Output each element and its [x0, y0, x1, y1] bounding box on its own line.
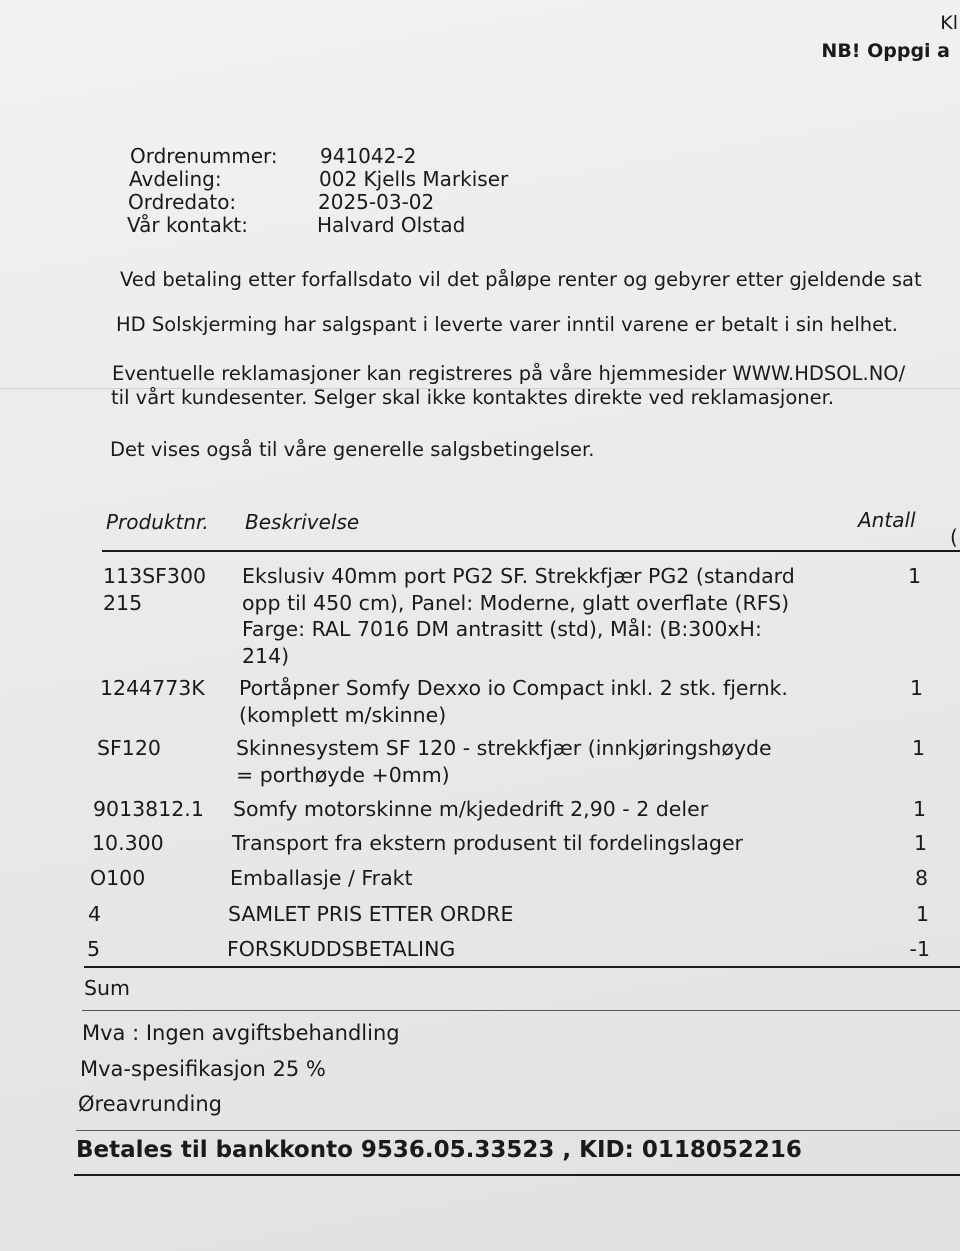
product-code: [103, 563, 206, 616]
product-description: [239, 675, 788, 728]
product-quantity: -1: [909, 937, 930, 961]
table-header-divider: [102, 550, 960, 552]
product-description: Transport fra ekstern produsent til fordelingslager: [232, 831, 743, 855]
product-code: 1244773K: [100, 676, 205, 700]
product-description: FORSKUDDSBETALING: [227, 937, 456, 961]
department: 002 Kjells Markiser: [319, 167, 509, 191]
corner-text: Kl: [940, 12, 958, 34]
header-product-number: Produktnr.: [106, 510, 209, 534]
product-code-line: 113SF300: [103, 564, 207, 588]
order-date-label: Ordredato:: [128, 190, 237, 214]
product-description: Somfy motorskinne m/kjededrift 2,90 - 2 deler: [233, 797, 709, 821]
product-code: 5: [87, 937, 101, 961]
description-line: Portåpner Somfy Dexxo io Compact inkl. 2 stk. fjernk.: [239, 676, 788, 700]
header-quantity: Antall: [858, 508, 916, 532]
description-line: = porthøyde +0mm): [236, 762, 450, 787]
order-number: 941042-2: [320, 144, 417, 168]
header-description: Beskrivelse: [245, 510, 360, 534]
product-quantity: 1: [911, 736, 925, 760]
product-quantity: 1: [915, 902, 929, 926]
bank-divider: [74, 1174, 960, 1176]
order-info: [127, 144, 509, 237]
department-row: [129, 168, 508, 191]
rounding-text: Øreavrunding: [78, 1092, 222, 1116]
terms-complaints-line1: Eventuelle reklamasjoner kan registreres på våre hjemmesider WWW.HDSOL.NO/: [112, 362, 906, 385]
terms-general: Det vises også til våre generelle salgsbetingelser.: [110, 438, 595, 461]
product-description: Emballasje / Frakt: [230, 866, 413, 890]
product-description: SAMLET PRIS ETTER ORDRE: [228, 902, 514, 926]
description-line: Ekslusiv 40mm port PG2 SF. Strekkfjær PG2 (standard: [242, 564, 795, 588]
product-quantity: 1: [912, 797, 926, 821]
product-description: [236, 735, 772, 788]
contact-row: [127, 214, 508, 237]
order-number-row: [130, 145, 508, 168]
terms-complaints-line2: til vårt kundesenter. Selger skal ikke kontaktes direkte ved reklamasjoner.: [111, 386, 835, 409]
department-label: Avdeling:: [129, 167, 222, 191]
terms-retention: HD Solskjerming har salgspant i leverte varer inntil varene er betalt i sin helhet.: [116, 313, 898, 336]
vat-text: Mva : Ingen avgiftsbehandling: [82, 1021, 400, 1045]
product-code: 9013812.1: [93, 797, 204, 821]
description-line: (komplett m/skinne): [239, 702, 447, 727]
product-code: 4: [88, 902, 102, 926]
contact: Halvard Olstad: [317, 213, 466, 237]
sum-label: Sum: [84, 976, 130, 1000]
sum-divider: [82, 1010, 960, 1011]
product-code: O100: [90, 866, 146, 890]
header-extra: (: [950, 525, 958, 549]
product-quantity: 8: [914, 866, 928, 890]
table-total-divider: [84, 966, 960, 968]
order-number-label: Ordrenummer:: [130, 144, 278, 168]
bank-payment-info: Betales til bankkonto 9536.05.33523 , KID: 0118052216: [76, 1137, 802, 1163]
description-line: Skinnesystem SF 120 - strekkfjær (innkjøringshøyde: [236, 736, 772, 760]
product-code-line: 215: [103, 590, 143, 615]
product-quantity: 1: [909, 676, 923, 700]
vat-spec-text: Mva-spesifikasjon 25 %: [80, 1057, 326, 1081]
product-code: 10.300: [92, 831, 164, 855]
description-line: Farge: RAL 7016 DM antrasitt (std), Mål: (B:300xH:: [242, 617, 762, 641]
product-quantity: 1: [907, 564, 921, 588]
order-date-row: [128, 191, 508, 214]
product-quantity: 1: [913, 831, 927, 855]
contact-label: Vår kontakt:: [127, 213, 249, 237]
rounding-divider: [76, 1130, 960, 1131]
order-date: 2025-03-02: [318, 190, 435, 214]
description-line: opp til 450 cm), Panel: Moderne, glatt overflate (RFS): [242, 590, 790, 615]
product-code: SF120: [97, 736, 161, 760]
notice-text: NB! Oppgi a: [821, 40, 950, 62]
terms-late-payment: Ved betaling etter forfallsdato vil det påløpe renter og gebyrer etter gjeldende sat: [120, 268, 922, 291]
product-description: [242, 563, 795, 669]
description-line: 214): [242, 643, 290, 668]
